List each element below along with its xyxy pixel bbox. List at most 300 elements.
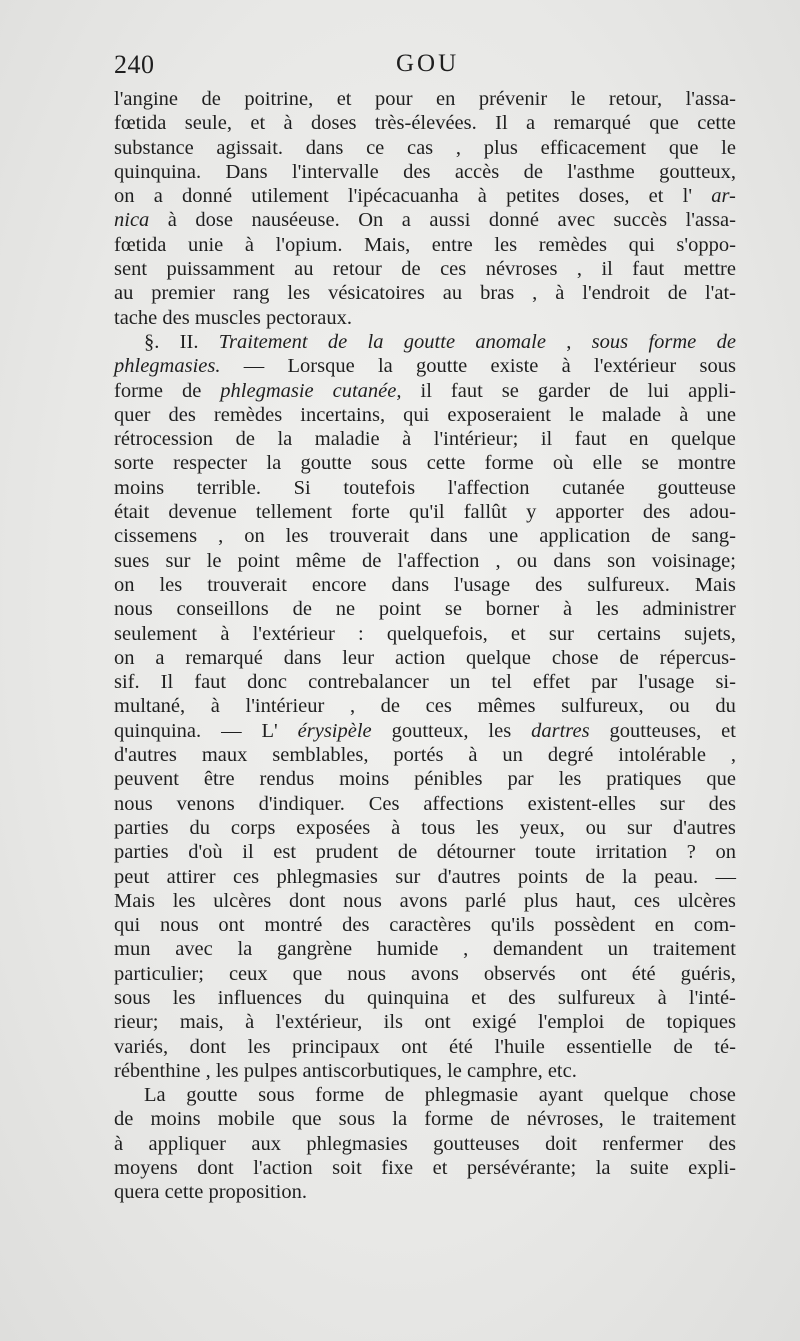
word: goutte [300,452,352,475]
word: Dans [225,160,268,183]
word: maladie [314,428,380,451]
word: etc. [547,1059,577,1082]
word: Mais, [364,233,411,256]
word: était [114,501,150,524]
word: sur [659,792,685,815]
word: en [654,914,675,937]
word: succès [613,209,668,232]
word: les [488,719,512,742]
word: a [401,209,411,232]
word: de [401,258,421,281]
word: forme [424,1108,474,1131]
word: Lorsque [287,355,355,378]
word: tel [491,671,512,694]
text-line [114,87,736,111]
word: humide [376,938,439,961]
word: forme [484,452,534,475]
word: que [292,962,323,985]
word: leur [342,646,375,669]
word: remarqué [553,112,631,135]
italic-word: de [716,330,736,353]
word: cette [697,112,736,135]
word: sulfureux. [587,573,670,596]
word: les [215,1059,239,1082]
word: soit [332,1157,362,1180]
word: sif. [114,671,140,694]
word: effet [532,671,571,694]
word: tellement [255,501,333,524]
word: il [540,428,553,451]
word: goutteuses, [609,719,702,742]
word: sous [370,452,408,475]
word: nous [159,914,199,937]
word: le [721,136,736,159]
word: mun [114,938,151,961]
word: exigé [472,1011,517,1034]
word: té- [714,1035,736,1058]
word: ne [335,598,356,621]
word: que [706,768,736,791]
word: nous [114,598,153,621]
word: maux [201,744,248,767]
word: ceux [228,962,268,985]
word: de [181,379,202,402]
word: observés [483,962,556,985]
word: à [244,233,254,256]
body-text [114,87,736,1205]
word: des [168,403,196,426]
text-line [114,1180,736,1204]
text-line [114,1010,736,1034]
word: et [250,112,266,135]
word: la [392,1108,408,1131]
word: l'ipécacuanha [347,185,459,208]
word: renfermer [602,1132,684,1155]
word: muscles [194,306,261,329]
word: une [488,525,519,548]
word: des [708,792,736,815]
word: tous [421,816,456,839]
word: à [245,1011,255,1034]
text-line [114,743,736,767]
word: sous [258,1084,295,1107]
word: et [648,185,664,208]
word: répercus- [659,646,736,669]
word: goutteuse [657,476,736,499]
word: de [523,160,543,183]
word: forme [315,1084,365,1107]
word: au [442,282,463,305]
word: a [526,112,536,135]
word: mais, [179,1011,224,1034]
text-line [114,719,736,743]
word: mêmes [477,695,536,718]
word: les [247,1035,271,1058]
word: affections [423,792,504,815]
text-line [114,1059,736,1083]
word: l'huile [494,1035,545,1058]
word: contrebalancer [308,671,429,694]
word: donné [181,185,233,208]
word: de [384,1084,405,1107]
word: quinquina. [114,160,202,183]
word: sang- [691,525,736,548]
word: montre [677,452,736,475]
word: nous [343,889,382,912]
word: l' [682,185,693,208]
word: des [162,306,190,329]
word: Ces [368,792,400,815]
word: unie [187,233,224,256]
word: dont [197,1157,234,1180]
text-line [114,573,736,597]
italic-word: anomale [475,330,546,353]
word: l'intérieur; [433,428,519,451]
word: sur [165,549,191,572]
word: quinquina. [114,719,202,742]
word: dose [195,209,233,232]
word: ont [401,1035,428,1058]
word: même [295,549,346,572]
word: garder [537,379,591,402]
word: respecter [173,452,248,475]
word: cutanée [562,476,625,499]
text-line [114,1132,736,1156]
word: ces [425,695,452,718]
word: pulpes [243,1059,298,1082]
word: prévenir [478,88,548,110]
word: de [292,598,312,621]
word: aussi [429,209,471,232]
word: goutteuses [433,1132,520,1155]
word: sur [395,865,421,888]
word: doses, [578,185,630,208]
page-header [114,50,736,84]
italic-word: forme [648,330,697,353]
word: ces [232,865,260,888]
word: à [210,695,220,718]
word: ? [686,841,696,864]
word: — [715,865,736,888]
word: existe [490,355,539,378]
word: de [625,1011,646,1034]
word: les [595,598,619,621]
word: que [668,136,699,159]
word: très-élevées. [374,112,477,135]
word: peut [114,865,150,888]
word: nauséeuse. [251,209,340,232]
word: ulcères [213,889,272,912]
word: goutte [186,1084,238,1107]
word: la [277,428,293,451]
word: l'emploi [537,1011,605,1034]
word: névroses, [526,1108,604,1131]
word: §. [144,330,160,353]
word: exposeraient [447,403,551,426]
word: remèdes [538,233,608,256]
word: seule, [184,112,232,135]
word: portés [393,744,444,767]
word: l'opium. [275,233,343,256]
word: les [476,816,499,839]
word: forme [114,379,163,402]
word: rang [232,282,270,305]
word: nous [347,962,386,985]
word: sujets, [684,622,736,645]
word: goutte [416,355,468,378]
word: tache [114,306,158,329]
word: , [205,1059,211,1082]
word: pratiques [606,768,682,791]
word: l'action [253,1157,313,1180]
word: apporter [555,501,624,524]
word: , [463,938,469,961]
word: le [447,1059,462,1082]
word: quelque [466,646,531,669]
word: moins [150,1108,201,1131]
text-line [114,208,736,232]
word: qui [628,233,655,256]
word: appli- [688,379,736,402]
word: à [283,112,293,135]
word: appliquer [148,1132,226,1155]
word: donc [247,671,288,694]
word: et [510,622,526,645]
word: une [706,403,736,426]
word: la [622,865,637,888]
word: corps [230,816,276,839]
word: , [532,282,538,305]
word: qui [403,403,430,426]
text-line [114,646,736,670]
word: mobile [217,1108,275,1131]
italic-word: cutanée, [332,379,402,402]
word: le [569,403,584,426]
word: y [526,501,537,524]
word: à [220,622,230,645]
word: Il [495,112,508,135]
word: cas [406,136,434,159]
word: cissemens [114,525,198,548]
word: com- [693,914,736,937]
word: parties [114,816,169,839]
text-line [114,306,736,330]
italic-word: de [327,330,348,353]
word: se [641,452,659,475]
word: du [324,986,345,1009]
word: à [679,403,689,426]
word: fœtida [114,112,167,135]
word: utilement [251,185,329,208]
word: montré [264,914,323,937]
word: semblables, [272,744,369,767]
word: avec [175,938,213,961]
word: agissait. [216,136,284,159]
word: à [468,744,478,767]
word: Il [160,671,174,694]
word: sues [114,549,150,572]
word: à [477,185,487,208]
word: pour [374,88,413,110]
word: son [607,549,636,572]
text-line [114,136,736,160]
word: pénibles [414,768,483,791]
word: mettre [683,258,736,281]
word: rendus [259,768,315,791]
text-line [114,549,736,573]
word: on [715,841,736,864]
word: conseillons [176,598,269,621]
word: l'assa- [685,88,736,110]
word: dont [288,889,326,912]
text-line [114,694,736,718]
word: toute [534,841,576,864]
word: des [535,573,563,596]
word: phlegmasie [424,1084,519,1107]
italic-word: érysipèle [297,719,372,742]
word: aux [251,1132,281,1155]
word: moyens [114,1157,178,1180]
word: à [555,282,565,305]
word: accès [454,160,500,183]
text-line [114,111,736,135]
word: du [189,816,211,839]
word: ou [669,695,690,718]
word: II. [179,330,199,353]
text-line [114,451,736,475]
word: l'extérieur [252,622,335,645]
word: fallût [463,501,507,524]
word: vésicatoires [328,282,425,305]
word: camphre, [467,1059,543,1082]
word: avons [399,889,448,912]
word: faut [574,428,607,451]
word: borner [485,598,540,621]
word: application [539,525,631,548]
word: la [266,452,282,475]
word: doses [310,112,357,135]
word: points [517,865,569,888]
word: traitement [652,1108,736,1131]
word: : [358,622,364,645]
word: l'extérieur [594,355,677,378]
word: seulement [114,622,198,645]
word: — [221,719,242,742]
word: dans [553,549,591,572]
word: se [444,598,462,621]
word: antiscorbutiques, [302,1059,442,1082]
word: lui [647,379,670,402]
word: point [237,549,280,572]
word: quer [114,403,151,426]
word: elle [592,452,623,475]
word: détourner [436,841,516,864]
word: poitrine, [244,88,314,110]
italic-word: Traitement [218,330,308,353]
word: a [155,646,165,669]
word: ont [218,914,245,937]
word: , [349,695,356,718]
text-line [114,622,736,646]
word: de [585,865,605,888]
word: haut, [575,889,617,912]
word: existent-elles [527,792,636,815]
word: parlé [465,889,507,912]
word: gangrène [277,938,353,961]
word: possèdent [554,914,636,937]
word: trouverait [329,525,410,548]
text-line [114,816,736,840]
word: l'endroit [582,282,650,305]
word: plus [483,136,518,159]
text-line [114,233,736,257]
text-line [114,1083,736,1107]
word: de [619,646,639,669]
word: cette [426,452,466,475]
word: trouverait [207,573,287,596]
word: avons [410,962,459,985]
word: il [420,379,432,402]
text-line [114,354,736,378]
text-line [114,889,736,913]
word: ce [366,136,385,159]
word: moins [114,476,165,499]
word: de [609,379,629,402]
word: , [576,258,582,281]
word: ou [585,816,607,839]
word: sulfureux, [561,695,644,718]
text-line [114,840,736,864]
word: des [642,501,671,524]
word: de [651,525,671,548]
word: il [601,258,613,281]
word: moins [339,768,390,791]
word: retour, [608,88,663,110]
word: et [721,719,736,742]
italic-word: phlegmasie [220,379,314,402]
word: sent [114,258,148,281]
word: l'intervalle [291,160,379,183]
word: faut [450,379,483,402]
word: l'usage [638,671,695,694]
word: La [144,1084,166,1107]
word: devenue [168,501,237,524]
word: dans [283,646,322,669]
word: peuvent [114,768,179,791]
word: quinquina [367,986,449,1009]
word: l'affection [447,476,530,499]
word: phlegmasies [306,1132,408,1155]
word: quelque [603,1084,669,1107]
text-line [114,379,736,403]
word: ulcères [677,889,736,912]
word: les [285,525,309,548]
word: ils [383,1011,404,1034]
word: l'angine [114,88,179,110]
word: des [403,160,431,183]
word: de [397,841,418,864]
word: de [201,88,221,110]
word: expli- [688,1157,736,1180]
text-line [114,160,736,184]
word: la [377,355,393,378]
text-line [114,257,736,281]
word: on [114,646,135,669]
word: sous [338,1108,376,1131]
word: exposées [296,816,371,839]
word: de [114,1108,134,1131]
word: de [667,282,688,305]
